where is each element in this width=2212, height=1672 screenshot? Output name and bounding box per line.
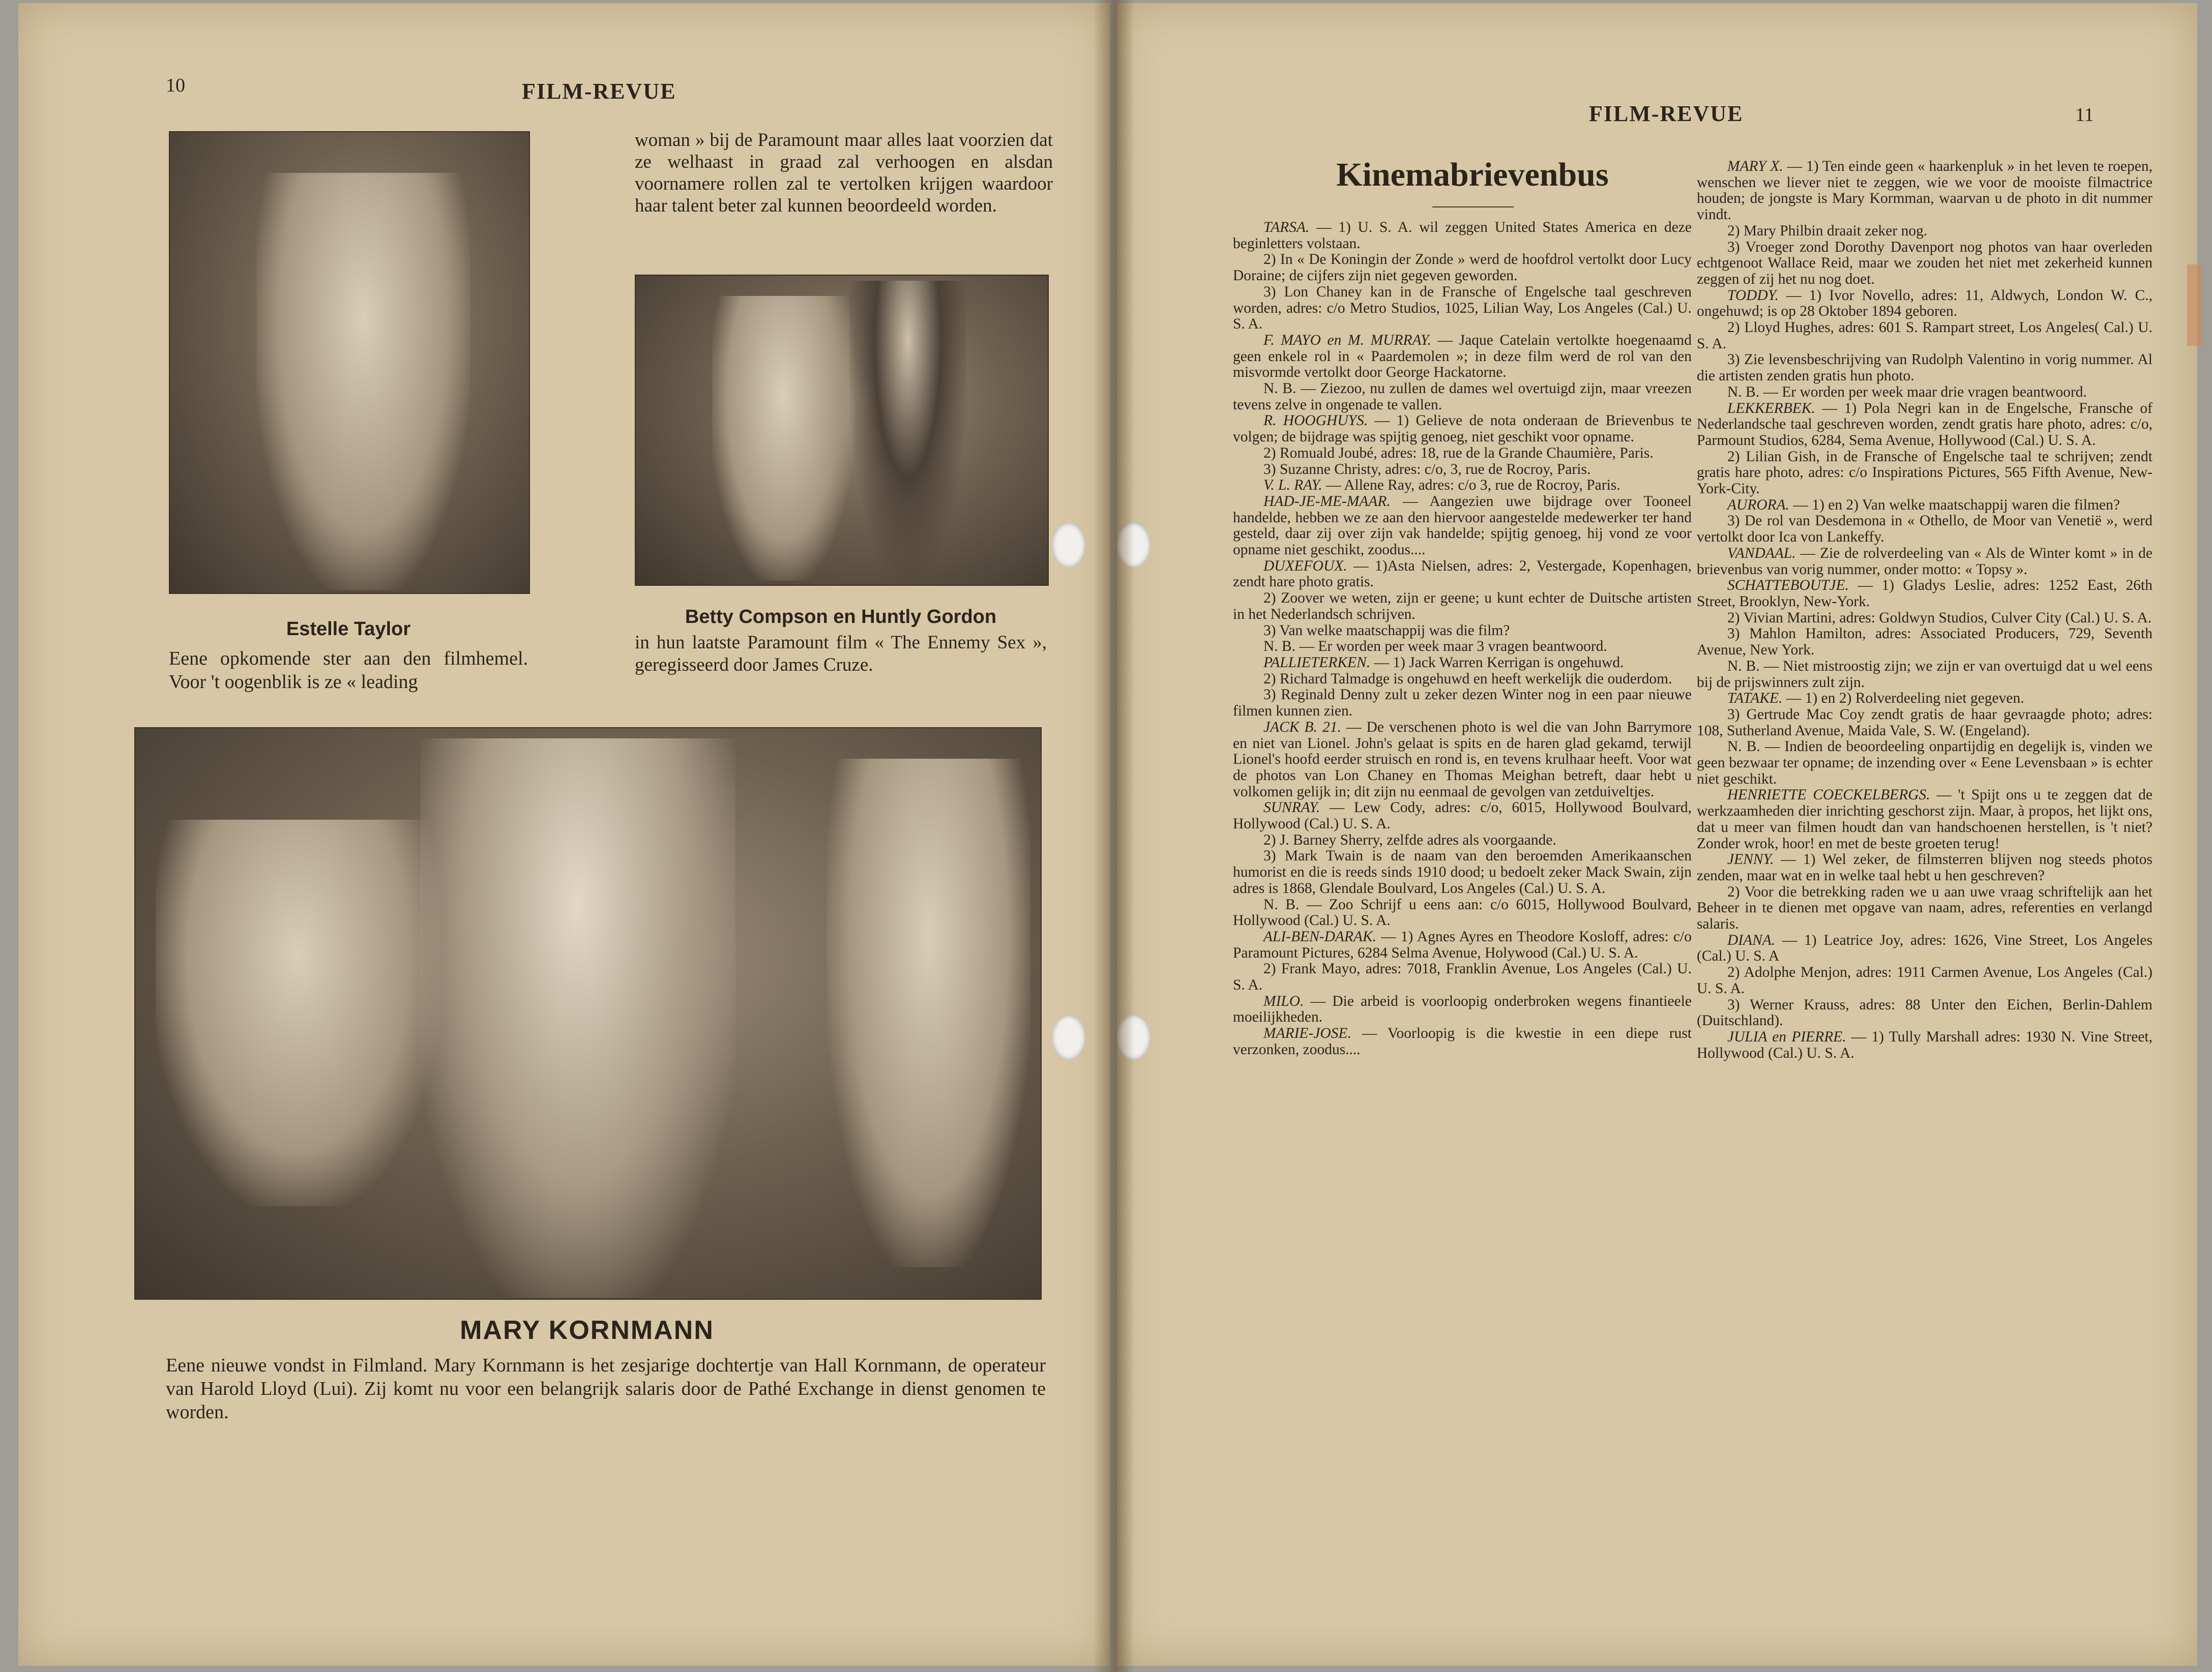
letter-entry (1697, 626, 2152, 658)
photo-estelle-taylor (169, 131, 530, 594)
letter-entry (1233, 655, 1692, 671)
answer-text: — Jaque Catelain vertolkte hoegenaamd geen enkele rol in « Paardemolen »; in deze film werd de rol van den misvormde vertolkt door George Hackatorne. (1233, 332, 1692, 381)
letter-entry (1233, 623, 1692, 639)
letter-entry (1233, 961, 1692, 993)
letter-entry (1697, 384, 2152, 401)
letter-entry (1697, 288, 2152, 320)
letters-column-1 (1233, 220, 1692, 1058)
answer-text: 2) Zoover we weten, zijn er geene; u kunt echter de Duitsche artisten in het Nederlandsch schrijven. (1233, 590, 1692, 622)
letter-entry (1697, 707, 2152, 739)
answer-text: 2) Adolphe Menjon, adres: 1911 Carmen Avenue, Los Angeles (Cal.) U. S. A. (1697, 964, 2152, 997)
correspondent-name: TODDY. (1727, 287, 1779, 304)
letter-entry (1697, 497, 2152, 514)
letter-entry (1697, 223, 2152, 240)
caption-title-betty: Betty Compson en Huntly Gordon (685, 606, 997, 628)
answer-text: 3) Werner Krauss, adres: 88 Unter den Eichen, Berlin-Dahlem (Duitschland). (1697, 996, 2152, 1029)
page-edge-stain (2187, 264, 2202, 346)
answer-text: N. B. — Zoo Schrijf u eens aan: c/o 6015, Hollywood Boulvard, Hollywood (Cal.) U. S. A. (1233, 896, 1692, 929)
letter-entry (1233, 284, 1692, 333)
answer-text: — 1)Asta Nielsen, adres: 2, Vestergade, Kopenhagen, zendt hare photo gratis. (1233, 557, 1692, 590)
letter-entry (1697, 546, 2152, 578)
correspondent-name: TARSA. (1263, 219, 1310, 235)
letter-entry (1233, 413, 1692, 445)
answer-text: — 1) en 2) Van welke maatschappij waren die filmen? (1789, 496, 2120, 513)
correspondent-name: HAD-JE-ME-MAAR. (1263, 493, 1391, 510)
letter-entry (1697, 320, 2152, 352)
photo-betty-compson (635, 275, 1049, 586)
letter-entry (1697, 787, 2152, 852)
correspondent-name: PALLIETERKEN. (1263, 654, 1371, 671)
continuation-text: woman » bij de Paramount maar alles laat voorzien dat ze welhaast in graad zal verhoogen en alsdan voornamere rollen zal te vertolken krijgen waardoor haar talent beter zal kunnen beoordeeld worden. (635, 130, 1053, 216)
correspondent-name: SUNRAY. (1263, 799, 1320, 816)
letter-entry (1233, 832, 1692, 849)
correspondent-name: ALI-BEN-DARAK. (1263, 928, 1377, 945)
letter-entry (1697, 610, 2152, 626)
letter-entry (1233, 590, 1692, 622)
correspondent-name: DIANA. (1727, 932, 1776, 948)
letter-entry (1697, 852, 2152, 884)
correspondent-name: DUXEFOUX. (1263, 557, 1347, 574)
letter-entry (1697, 965, 2152, 997)
letter-entry (1233, 800, 1692, 832)
answer-text: 3) Van welke maatschappij was die film? (1263, 622, 1510, 639)
letters-column-2 (1697, 159, 2152, 1061)
answer-text: 2) Romuald Joubé, adres: 18, rue de la Grande Chaumière, Paris. (1263, 444, 1654, 461)
answer-text: 3) Vroeger zond Dorothy Davenport nog photos van haar overleden echtgenoot Wallace Reid, maar we zouden het niet met zekerheid kunnen zeggen of zij het nu nog doet. (1697, 238, 2152, 287)
answer-text: — 1) en 2) Rolverdeeling niet gegeven. (1782, 690, 2024, 707)
answer-text: — 1) Gladys Leslie, adres: 1252 East, 26th Street, Brooklyn, New-York. (1697, 577, 2152, 610)
page-heading: Kinemabrievenbus (1336, 156, 1609, 193)
photo-mary-kornmann (134, 727, 1042, 1300)
correspondent-name: MARIE-JOSE. (1263, 1025, 1351, 1042)
punch-hole (1052, 1015, 1085, 1060)
letter-entry (1697, 997, 2152, 1029)
answer-text: — 1) Ivor Novello, adres: 11, Aldwych, London W. C., ongehuwd; is op 28 Oktober 1894 geboren. (1697, 287, 2152, 320)
letter-entry (1233, 333, 1692, 381)
mary-text: Eene nieuwe vondst in Filmland. Mary Kornmann is het zesjarige dochtertje van Hall Kornmann, de operateur van Harold Lloyd (Lui). Zij komt nu voor een belangrijk salaris door de Pathé Exchange in dienst genomen te worden. (166, 1355, 1046, 1423)
answer-text: — 1) Leatrice Joy, adres: 1626, Vine Street, Los Angeles (Cal.) U. S. A (1697, 932, 2152, 965)
answer-text: — 1) Wel zeker, de filmsterren blijven nog steeds photos zenden, maar wat en in welke taal hebt u hen geschreven? (1697, 851, 2152, 884)
heading-rule (1432, 206, 1514, 207)
answer-text: 3) Lon Chaney kan in de Fransche of Engelsche taal geschreven worden, adres: c/o Metro Studios, 1025, Lilian Way, Los Angeles (Cal.) U. S. A. (1233, 283, 1692, 333)
answer-text: — 't Spijt ons u te zeggen dat de werkzaamheden dier inrichting geschorst zijn. Maar, à propos, het lijkt ons, dat u meer van filmen houdt dan van handschoenen herstellen, is 't niet? Zonder wrok, hoor! en met de beste groeten terug! (1697, 787, 2152, 852)
correspondent-name: JULIA en PIERRE. (1727, 1028, 1846, 1045)
letter-entry (1233, 477, 1692, 494)
answer-text: 2) Frank Mayo, adres: 7018, Franklin Avenue, Los Angeles (Cal.) U. S. A. (1233, 961, 1692, 994)
figure-man (849, 281, 966, 581)
answer-text: — Zie de rolverdeeling van « Als de Winter komt » in de brievenbus van vorig nummer, onder motto: « Topsy ». (1697, 545, 2152, 578)
letter-entry (1697, 691, 2152, 707)
letter-entry (1697, 240, 2152, 288)
answer-text: 3) Reginald Denny zult u zeker dezen Winter nog in een paar nieuwe filmen kunnen zien. (1233, 686, 1692, 720)
answer-text: N. B. — Niet mistroostig zijn; we zijn er van overtuigd dat u wel eens bij de prijswinners zult zijn. (1697, 658, 2152, 691)
letter-entry (1233, 252, 1692, 284)
letter-entry (1697, 449, 2152, 497)
figure-girl-portrait (420, 738, 735, 1298)
book-gutter (1094, 0, 1134, 1672)
answer-text: — 1) Jack Warren Kerrigan is ongehuwd. (1370, 654, 1624, 671)
answer-text: 2) Richard Talmadge is ongehuwd en heeft werkelijk die ouderdom. (1263, 670, 1672, 687)
left-page (18, 3, 1110, 1666)
answer-text: — Lew Cody, adres: c/o, 6015, Hollywood Boulvard, Hollywood (Cal.) U. S. A. (1233, 799, 1692, 832)
answer-text: — Aangezien uwe bijdrage over Tooneel handelde, hebben we ze aan den hiervoor aangestelde medewerker ter hand gesteld, daar zij over zijn vak handelde; spijtig genoeg, hij vond ze voor opname niet geschikt, zoodus.... (1233, 493, 1692, 558)
caption-text-estelle: Eene opkomende ster aan den filmhemel. Voor 't oogenblik is ze « leading (169, 648, 528, 693)
answer-text: — Allene Ray, adres: c/o 3, rue de Rocroy, Paris. (1322, 477, 1620, 494)
mary-title: MARY KORNMANN (460, 1316, 714, 1345)
letter-entry (1697, 659, 2152, 691)
correspondent-name: V. L. RAY. (1263, 477, 1322, 494)
answer-text: 3) Suzanne Christy, adres: c/o, 3, rue de Rocroy, Paris. (1263, 461, 1591, 477)
correspondent-name: TATAKE. (1727, 690, 1783, 707)
letter-entry (1697, 352, 2152, 384)
letter-entry (1697, 884, 2152, 933)
letter-entry (1233, 848, 1692, 897)
letter-entry (1233, 445, 1692, 462)
correspondent-name: VANDAAL. (1727, 545, 1796, 561)
answer-text: 2) Mary Philbin draait zeker nog. (1727, 222, 1928, 239)
running-head: FILM-REVUE (1589, 101, 1744, 126)
letter-entry (1233, 671, 1692, 688)
correspondent-name: JENNY. (1727, 851, 1774, 868)
answer-text: 3) De rol van Desdemona in « Othello, de Moor van Venetië », werd vertolkt door Ica von Lankeffy. (1697, 513, 2152, 546)
answer-text: — Die arbeid is voorloopig onderbroken wegens finantieele moeilijkheden. (1233, 993, 1692, 1026)
answer-text: 2) Lilian Gish, in de Fransche of Engelsche taal te schrijven; zendt gratis hare photo, adres: c/o Inspirations Pictures, 565 Fifth Avenue, New-York-City. (1697, 448, 2152, 497)
figure-woman (712, 296, 854, 581)
answer-text: N. B. — Ziezoo, nu zullen de dames wel overtuigd zijn, maar vreezen tevens zelve in ongenade te vallen. (1233, 380, 1692, 413)
answer-text: — 1) Tully Marshall adres: 1930 N. Vine Street, Hollywood (Cal.) U. S. A. (1697, 1028, 2152, 1061)
letter-entry (1233, 1026, 1692, 1058)
letter-entry (1233, 897, 1692, 929)
punch-hole (1052, 523, 1085, 568)
answer-text: 3) Mahlon Hamilton, adres: Associated Producers, 729, Seventh Avenue, New York. (1697, 625, 2152, 659)
answer-text: — 1) U. S. A. wil zeggen United States America en deze beginletters volstaan. (1233, 219, 1692, 252)
correspondent-name: AURORA. (1727, 496, 1790, 513)
answer-text: 3) Gertrude Mac Coy zendt gratis de haar gevraagde photo; adres: 108, Sutherland Avenue, Maida Vale, S. W. (Engeland). (1697, 706, 2152, 739)
correspondent-name: F. MAYO en M. MURRAY. (1263, 332, 1431, 348)
page-number: 11 (2075, 104, 2094, 126)
running-head: FILM-REVUE (522, 79, 676, 104)
correspondent-name: JACK B. 21. (1263, 719, 1341, 735)
answer-text: — Voorloopig is die kwestie in een diepe rust verzonken, zoodus.... (1233, 1025, 1692, 1058)
answer-text: 2) Lloyd Hughes, adres: 601 S. Rampart street, Los Angeles( Cal.) U. S. A. (1697, 319, 2152, 352)
figure-girl-standing (827, 759, 1030, 1267)
letter-entry (1233, 639, 1692, 655)
answer-text: — 1) Ten einde geen « haarkenpluk » in het leven te roepen, wenschen we liever niet te zeggen, wie we voor de mooiste filmactrice houden; de jongste is Mary Kormman, waarvan u de photo in dit nummer vindt. (1697, 158, 2152, 223)
correspondent-name: HENRIETTE COECKELBERGS. (1727, 787, 1930, 803)
answer-text: N. B. — Indien de beoordeeling onpartijdig en degelijk is, vinden we geen bezwaar ter opname; de inzending over « Eene Levensbaan » is echter niet geschikt. (1697, 738, 2152, 787)
letter-entry (1233, 558, 1692, 590)
letter-entry (1697, 1029, 2152, 1061)
answer-text: 3) Zie levensbeschrijving van Rudolph Valentino in vorig nummer. Al die artisten zenden gratis hun photo. (1697, 351, 2152, 384)
letter-entry (1697, 578, 2152, 610)
letter-entry (1697, 739, 2152, 787)
letter-entry (1697, 401, 2152, 449)
answer-text: 2) J. Barney Sherry, zelfde adres als voorgaande. (1263, 831, 1556, 848)
figure-girl-curtsy (156, 820, 440, 1206)
letter-entry (1233, 720, 1692, 800)
letter-entry (1233, 494, 1692, 558)
figure-woman (256, 173, 470, 590)
letter-entry (1233, 462, 1692, 478)
answer-text: 2) In « De Koningin der Zonde » werd de hoofdrol vertolkt door Lucy Doraine; de cijfers zijn niet gegeven geworden. (1233, 251, 1692, 284)
answer-text: 3) Mark Twain is de naam van den beroemden Amerikaanschen humorist en die is reeds sinds 1910 dood; u bedoelt zeker Mack Swain, zijn adres is 1868, Glendale Boulvard, Los Angeles (Cal.) U. S. A. (1233, 848, 1692, 897)
right-page (1117, 3, 2197, 1666)
letter-entry (1233, 687, 1692, 719)
answer-text: — 1) Pola Negri kan in de Engelsche, Fransche of Nederlandsche taal geschreven worden, zendt gratis hare photo, adres: c/o, Parmount Studios, 6284, Sema Avenue, Hollywood (Cal.) U. S. A. (1697, 400, 2152, 449)
letter-entry (1233, 220, 1692, 252)
letter-entry (1233, 994, 1692, 1026)
answer-text: — De verschenen photo is wel die van John Barrymore en niet van Lionel. John's gelaat is spits en de haren glad gekamd, terwijl Lionel's hoofd eerder struisch en rond is, en tevens krulhaar heeft. Voor wat de photos van Lon Chaney en Thomas Meighan betreft, daar hebt u volkomen gelijk in; dit zijn nu eenmaal de gevolgen van zetduiveltjes. (1233, 719, 1692, 800)
caption-text-betty: in hun laatste Paramount film « The Ennemy Sex », geregisseerd door James Cruze. (635, 632, 1047, 675)
answer-text: N. B. — Er worden per week maar 3 vragen beantwoord. (1263, 638, 1607, 655)
correspondent-name: LEKKERBEK. (1727, 400, 1815, 416)
letter-entry (1233, 381, 1692, 413)
answer-text: 2) Voor die betrekking raden we u aan uwe vraag schriftelijk aan het Beheer in te dienen met opgave van naam, adres, referenties en verlangd salaris. (1697, 883, 2152, 933)
answer-text: — 1) Agnes Ayres en Theodore Kosloff, adres: c/o Paramount Pictures, 6284 Selma Avenue, Holywood (Cal.) U. S. A. (1233, 928, 1692, 961)
page-number: 10 (166, 75, 185, 96)
correspondent-name: SCHATTEBOUTJE. (1727, 577, 1849, 594)
caption-title-estelle: Estelle Taylor (286, 618, 411, 640)
letter-entry (1697, 159, 2152, 223)
letter-entry (1697, 933, 2152, 965)
correspondent-name: MARY X. (1727, 158, 1783, 174)
answer-text: N. B. — Er worden per week maar drie vragen beantwoord. (1727, 383, 2087, 400)
letter-entry (1233, 929, 1692, 961)
correspondent-name: MILO. (1263, 993, 1304, 1009)
correspondent-name: R. HOOGHUYS. (1263, 412, 1368, 429)
letter-entry (1697, 513, 2152, 545)
answer-text: 2) Vivian Martini, adres: Goldwyn Studios, Culver City (Cal.) U. S. A. (1727, 609, 2152, 626)
answer-text: — 1) Gelieve de nota onderaan de Brievenbus te volgen; de bijdrage was spijtig genoeg, niet geschikt voor opname. (1233, 412, 1692, 445)
